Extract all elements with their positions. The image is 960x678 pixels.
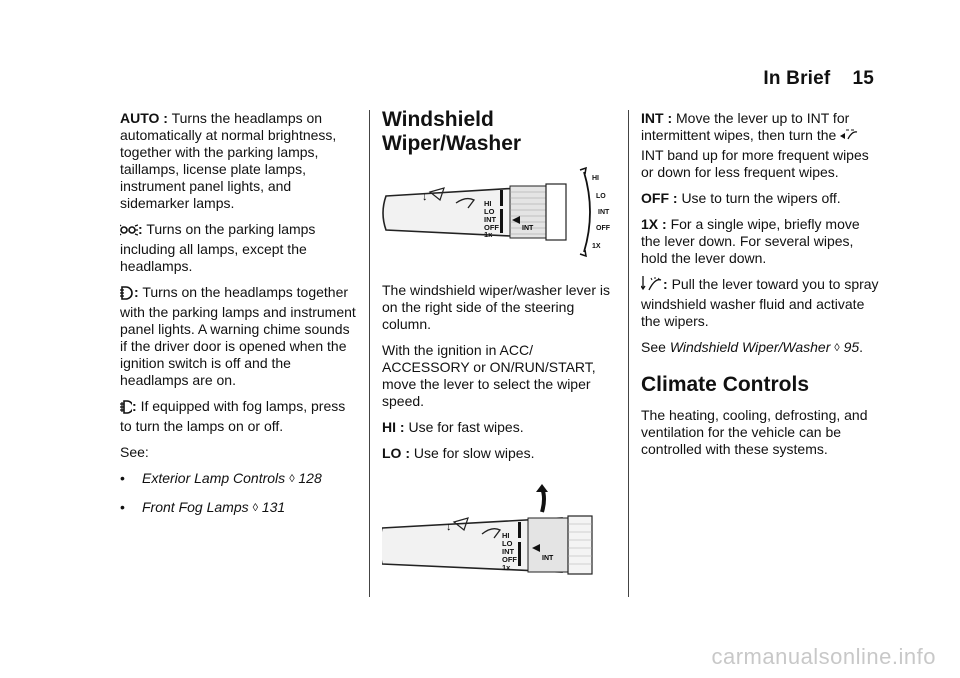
pos-1x-label: 1X xyxy=(592,243,601,250)
auto-paragraph xyxy=(120,110,360,212)
fog-term: : xyxy=(132,398,137,414)
fog-text: If equipped with fog lamps, press to turn the lamps on or off. xyxy=(120,398,346,434)
washer-paragraph xyxy=(641,276,881,330)
column-divider-right xyxy=(628,110,629,597)
headlamp-paragraph xyxy=(120,284,360,389)
ring-int-label: INT xyxy=(522,225,534,232)
off-term: OFF : xyxy=(641,190,678,206)
ref-page: 128 xyxy=(298,470,322,486)
parking-paragraph xyxy=(120,221,360,275)
ref-title: Exterior Lamp Controls xyxy=(142,470,286,486)
parking-text: Turns on the parking lamps including all lamps, except the headlamps. xyxy=(120,221,316,274)
hi-text: Use for fast wipes. xyxy=(408,419,524,435)
stalk-1x-label: 1x xyxy=(484,230,493,239)
auto-text: Turns the headlamps on automatically at normal brightness, together with the parking lamps, taillamps, license plate lamps, instrument panel lights, and sidemarker lamps. xyxy=(120,110,337,211)
ring2-int-label: INT xyxy=(542,555,554,562)
headlamp-text: Turns on the headlamps together with the parking lamps and instrument panel lights. A warning chime sounds if the driver door is opened when the ignition switch is off and the headlamps are on. xyxy=(120,284,356,388)
single-wipe-paragraph xyxy=(641,216,881,267)
see-page: 95 xyxy=(843,339,860,355)
stalk2-hi-label: HI xyxy=(502,531,510,540)
stalk2-1x-label: 1x xyxy=(502,563,511,572)
column-wiper-modes xyxy=(641,110,881,467)
washer-term: : xyxy=(663,276,668,292)
see-wiper-ref[interactable] xyxy=(641,339,881,357)
pos-int-label: INT xyxy=(598,209,610,216)
pos-hi-label: HI xyxy=(592,175,599,182)
int-paragraph xyxy=(641,110,881,181)
wiper-lever-figure-1 xyxy=(382,166,614,262)
int-term: INT : xyxy=(641,110,673,126)
stalk2-lo-label: LO xyxy=(502,539,513,548)
ref-title: Front Fog Lamps xyxy=(142,499,249,515)
page-number: 15 xyxy=(852,68,874,89)
wiper-p1: The windshield wiper/washer lever is on the right side of the steering column. xyxy=(382,282,610,332)
climate-heading: Climate Controls xyxy=(641,373,810,396)
see-label: See: xyxy=(120,444,149,460)
lo-text: Use for slow wipes. xyxy=(413,445,535,461)
climate-text: The heating, cooling, defrosting, and ventilation for the vehicle can be controlled with these systems. xyxy=(641,407,868,457)
stalk-off-label: OFF xyxy=(484,223,499,232)
lo-term: LO : xyxy=(382,445,410,461)
watermark: carmanualsonline.info xyxy=(711,644,936,669)
column-wiper xyxy=(382,108,614,584)
intermittent-band-icon xyxy=(840,129,858,147)
page-ref-icon: ◊ xyxy=(289,473,295,485)
bullet-dot: • xyxy=(120,470,125,486)
page-header xyxy=(763,68,874,90)
stalk2-int-label: INT xyxy=(502,547,515,556)
page-ref-icon: ◊ xyxy=(834,342,840,354)
bullet-dot: • xyxy=(120,499,125,515)
svg-text:↓: ↓ xyxy=(446,521,452,533)
page-ref-icon: ◊ xyxy=(252,502,258,514)
ref-item[interactable] xyxy=(120,499,360,517)
off-paragraph xyxy=(641,190,881,207)
wiper-p2: With the ignition in ACC/ ACCESSORY or ON/RUN/START, move the lever to select the wiper speed. xyxy=(382,342,596,409)
single-wipe-term: 1X : xyxy=(641,216,667,232)
stalk-lo-label: LO xyxy=(484,207,495,216)
headlamps-icon xyxy=(120,286,134,304)
washer-icon xyxy=(641,276,663,296)
auto-term: AUTO : xyxy=(120,110,168,126)
svg-text:↓: ↓ xyxy=(422,191,428,203)
stalk2-off-label: OFF xyxy=(502,555,517,564)
int-text-a: Move the lever up to INT for intermittent wipes, then turn the xyxy=(641,110,850,143)
see-pre: See xyxy=(641,339,666,355)
see-end: . xyxy=(859,339,864,355)
hi-paragraph xyxy=(382,419,614,436)
fog-lamp-icon xyxy=(120,400,132,418)
off-text: Use to turn the wipers off. xyxy=(681,190,841,206)
wiper-heading: Windshield Wiper/Washer xyxy=(382,108,522,155)
fog-paragraph xyxy=(120,398,360,435)
washer-text: Pull the lever toward you to spray windshield washer fluid and activate the wipers. xyxy=(641,276,879,329)
lo-paragraph xyxy=(382,445,614,462)
column-lighting xyxy=(120,110,360,528)
ref-item[interactable] xyxy=(120,470,360,488)
ref-page: 131 xyxy=(261,499,286,515)
stalk-hi-label: HI xyxy=(484,199,492,208)
column-divider-left xyxy=(369,110,370,597)
see-title: Windshield Wiper/Washer xyxy=(669,339,831,355)
single-wipe-text: For a single wipe, briefly move the lever down. For several wipes, hold the lever down. xyxy=(641,216,860,266)
headlamp-term: : xyxy=(134,284,139,300)
pos-lo-label: LO xyxy=(596,193,606,200)
wiper-lever-figure-2 xyxy=(382,484,614,584)
int-text-b: INT band up for more frequent wipes or down for less frequent wipes. xyxy=(641,147,869,180)
hi-term: HI : xyxy=(382,419,405,435)
stalk-int-label: INT xyxy=(484,215,497,224)
pos-off-label: OFF xyxy=(596,225,610,232)
parking-term: : xyxy=(138,221,143,237)
parking-lamps-icon xyxy=(120,223,138,241)
section-title: In Brief xyxy=(763,68,831,89)
